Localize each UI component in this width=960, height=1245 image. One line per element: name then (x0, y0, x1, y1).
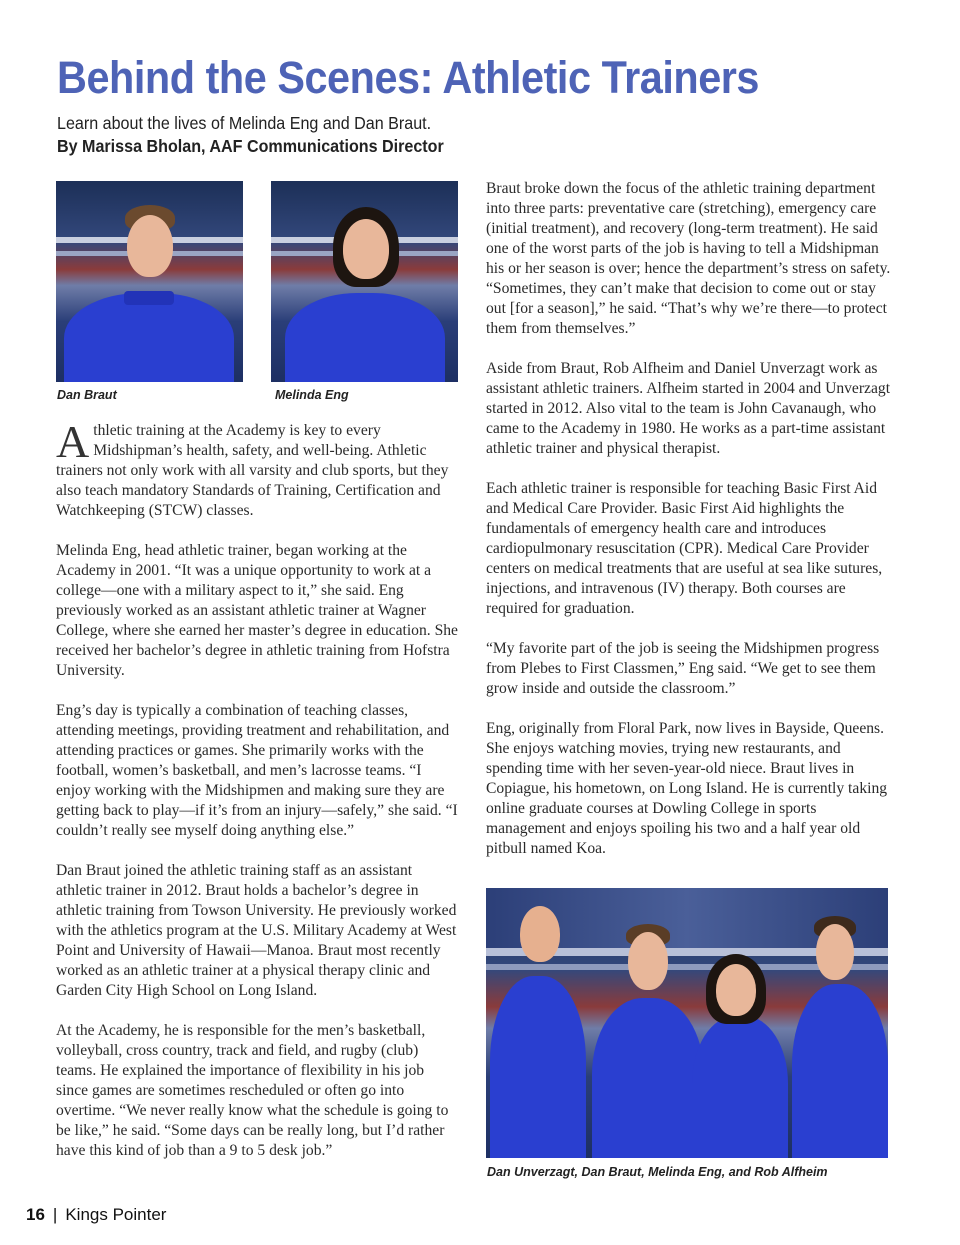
paragraph: At the Academy, he is responsible for the men’s basketball, volleyball, cross country, track and field, and rugby (club) teams. He explained the importance of flexibility in his job since games are sometimes rescheduled or often go into overtime. “We never really know what the schedule is going to be like,” he said. “Some days can be really long, but I’d rather have this kind of job than a 9 to 5 desk job.” (56, 1022, 449, 1159)
paragraph: Dan Braut joined the athletic training staff as an assistant athletic trainer in 2012. Braut holds a bachelor’s degree in athletic training from Towson University. He previously worked with the athletics program at the U.S. Military Academy at West Point and University of Hawaii—Manoa. Braut most recently worked as an athletic trainer at a physical therapy clinic and Garden City High School on Long Island. (56, 862, 457, 999)
left-column (56, 416, 460, 1181)
article-subtitle: Learn about the lives of Melinda Eng and Dan Braut. (57, 113, 432, 133)
paragraph: Each athletic trainer is responsible for teaching Basic First Aid and Medical Care Provider. Basic First Aid highlights the fundamentals of emergency health care and introduces cardiopulmonary resuscitation (CPR). Medical Care Provider centers on medical treatments that are useful at sea like sutures, injections, and intravenous (IV) therapy. Both courses are required for graduation. (486, 480, 883, 617)
article-byline: By Marissa Bholan, AAF Communications Director (57, 136, 444, 156)
paragraph: Aside from Braut, Rob Alfheim and Daniel Unverzagt work as assistant athletic trainers. Alfheim started in 2004 and Unverzagt started in 2012. Also vital to the team is John Cavanaugh, who came to the Academy in 1980. He works as a part-time assistant athletic trainer and physical therapist. (486, 360, 891, 457)
paragraph: Melinda Eng, head athletic trainer, began working at the Academy in 2001. “It was a unique opportunity to work at a college—one with a military aspect to it,” she said. Eng previously worked as an assistant athletic trainer at Wagner College, where she earned her master’s degree in education. She received her bachelor’s degree in athletic training from Hofstra University. (56, 542, 458, 679)
caption-dan-braut: Dan Braut (57, 388, 117, 402)
drop-cap: A (56, 416, 90, 467)
photo-dan-braut (56, 181, 243, 382)
right-column (486, 179, 892, 879)
paragraph (56, 416, 460, 521)
page-title: Behind the Scenes: Athletic Trainers (57, 52, 760, 103)
caption-group: Dan Unverzagt, Dan Braut, Melinda Eng, and Rob Alfheim (487, 1165, 828, 1179)
page-number: 16 (26, 1205, 45, 1224)
paragraph: Eng’s day is typically a combination of teaching classes, attending meetings, providing treatment and rehabilitation, and attending practices or games. She primarily works with the football, women’s basketball, and men’s lacrosse teams. “I enjoy working with the Midshipmen and making sure they are getting back to play—if it’s from an injury—safely,” she said. “I couldn’t really see myself doing anything else.” (56, 702, 458, 839)
paragraph-text: thletic training at the Academy is key to every Midshipman’s health, safety, and well-being. Athletic trainers not only work with all varsity and club sports, but they also teach mandatory Standards of Training, Certification and Watchkeeping (STCW) classes. (56, 422, 449, 519)
paragraph: Braut broke down the focus of the athletic training department into three parts: preventative care (stretching), emergency care (initial treatment), and recovery (long-term treatment). He said one of the worst parts of the job is having to tell a Midshipman his or her season is over; hence the department’s stress on safety. “Sometimes, they can’t make that decision to come out or stay out [for a season],” he said. “That’s why we’re there—to protect them from themselves.” (486, 180, 891, 337)
caption-melinda-eng: Melinda Eng (275, 388, 349, 402)
paragraph: “My favorite part of the job is seeing the Midshipmen progress from Plebes to First Classmen,” Eng said. “We get to see them grow inside and outside the classroom.” (486, 640, 880, 697)
footer-separator: | (52, 1205, 58, 1224)
photo-group (486, 888, 888, 1158)
publication-name: Kings Pointer (65, 1205, 167, 1224)
page-footer (26, 1205, 166, 1225)
paragraph: Eng, originally from Floral Park, now lives in Bayside, Queens. She enjoys watching movies, trying new restaurants, and spending time with her seven-year-old niece. Braut lives in Copiague, his hometown, on Long Island. He is currently taking online graduate courses at Dowling College in sports management and enjoys spoiling his two and a half year old pitbull named Koa. (486, 720, 888, 857)
photo-melinda-eng (271, 181, 458, 382)
